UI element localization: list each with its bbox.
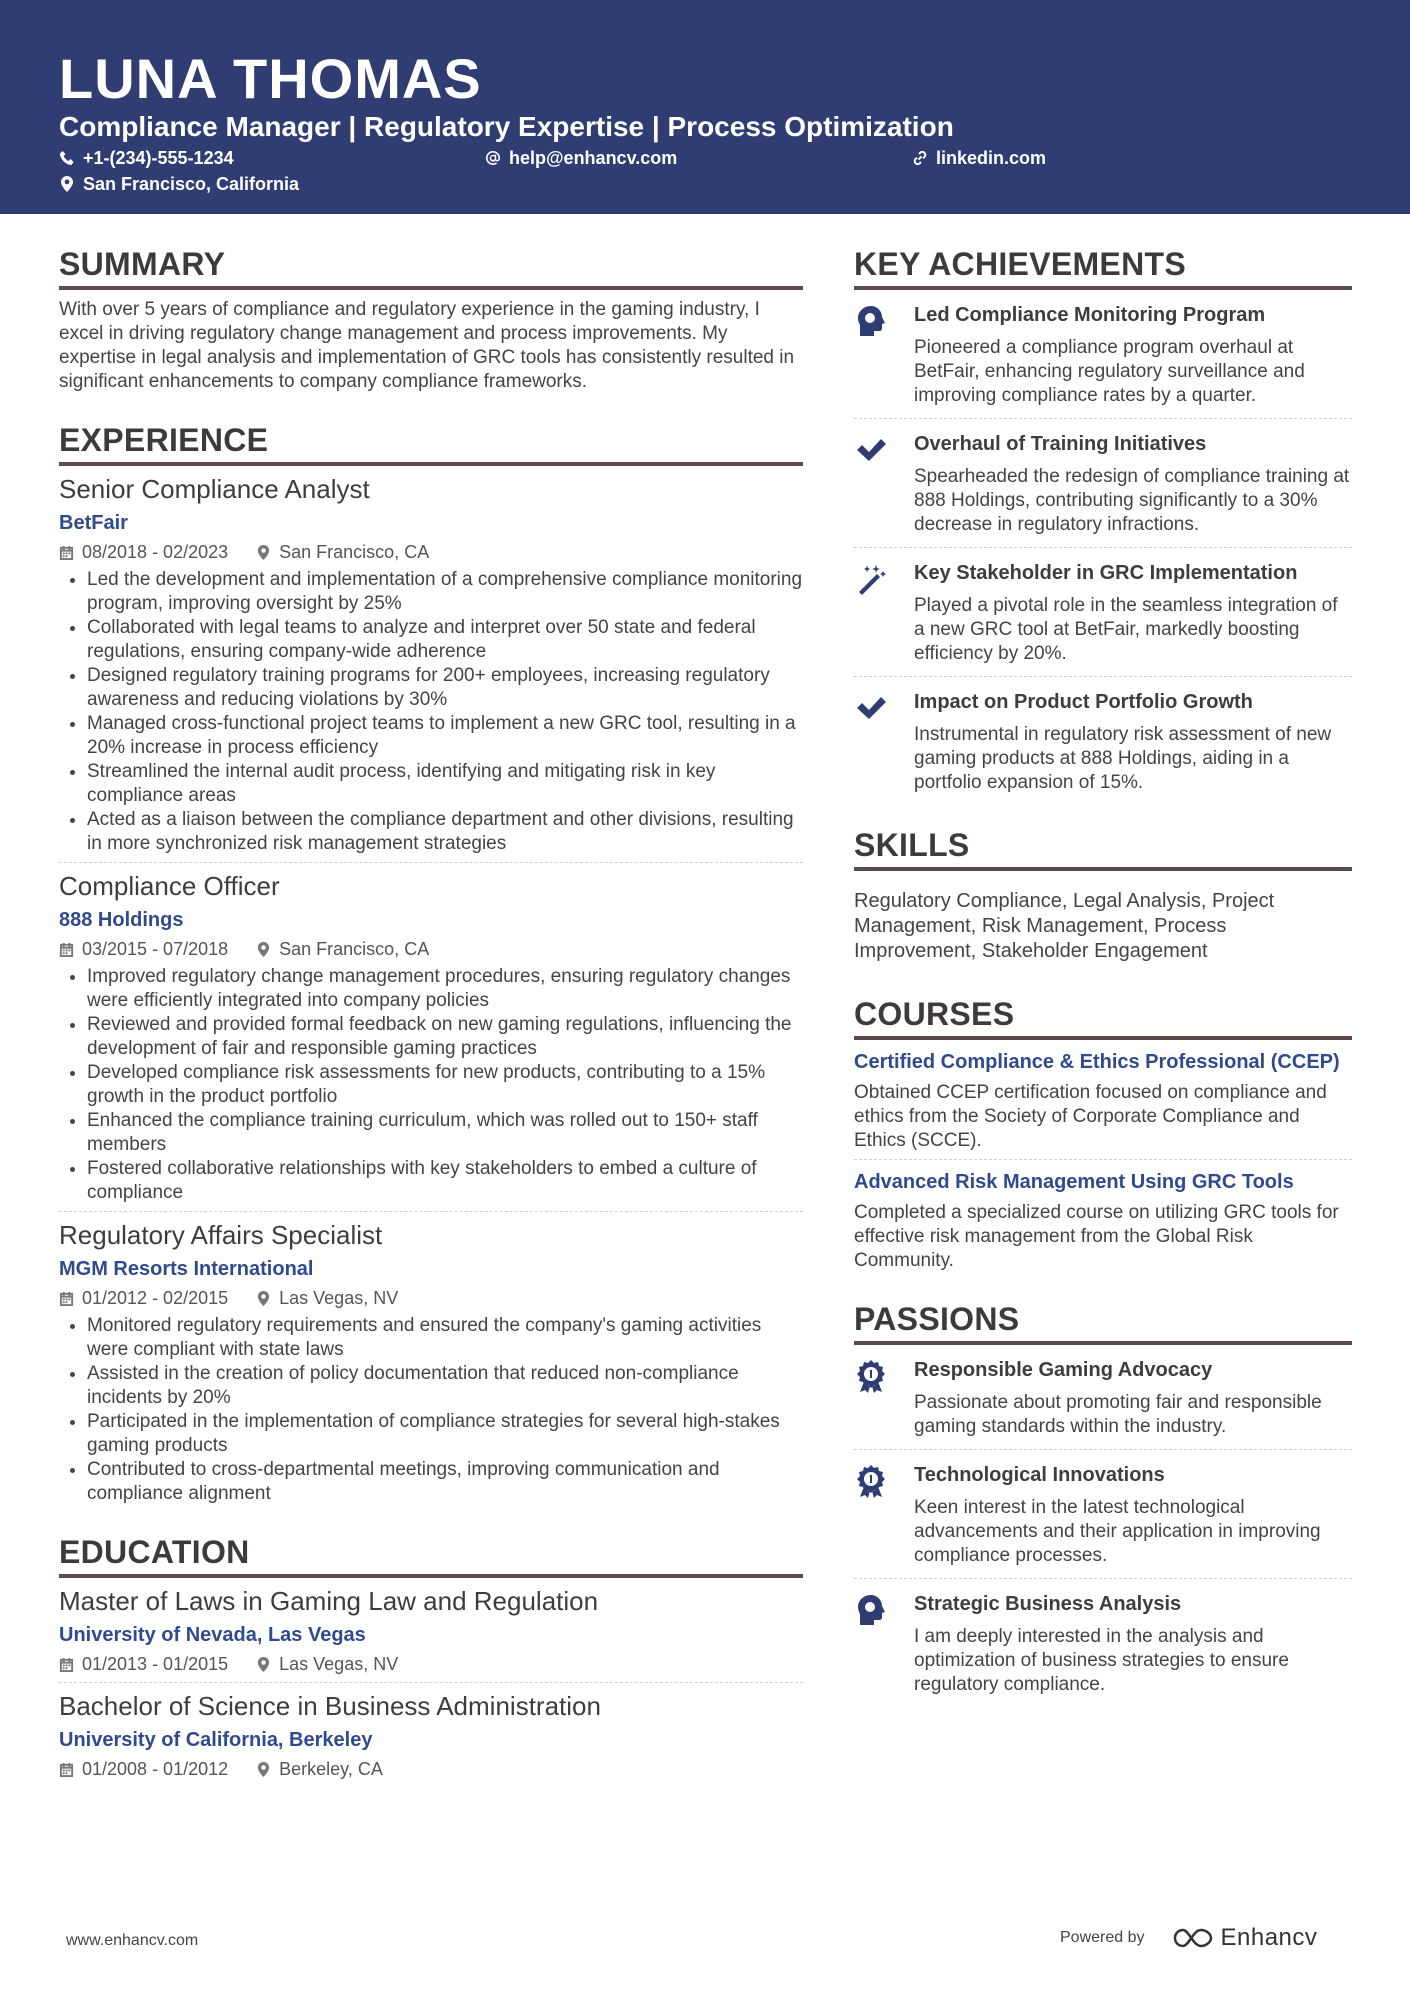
course-title: Advanced Risk Management Using GRC Tools [854, 1171, 1294, 1193]
check-icon [854, 433, 888, 467]
calendar-icon [59, 1657, 74, 1672]
course-desc: Completed a specialized course on utilizing GRC tools for effective risk management from the Global Risk Community. [854, 1202, 1339, 1271]
passion-item [854, 1345, 1352, 1449]
skills-heading: SKILLS [854, 827, 970, 863]
phone-icon [59, 150, 75, 166]
achievement-title: Led Compliance Monitoring Program [914, 304, 1266, 326]
company-name: MGM Resorts International [59, 1258, 314, 1280]
course-title: Certified Compliance & Ethics Professional (CCEP) [854, 1051, 1340, 1073]
job-meta [59, 937, 803, 961]
school-name: University of Nevada, Las Vegas [59, 1624, 366, 1646]
company-name: 888 Holdings [59, 909, 184, 931]
at-icon [485, 150, 501, 166]
list-item: • Contributed to cross-departmental meetings, improving communication and compliance alignment [87, 1458, 803, 1506]
experience-entry [59, 1218, 803, 1506]
location-pin-icon [59, 176, 75, 192]
job-title: Compliance Officer [59, 871, 280, 901]
passion-item [854, 1579, 1352, 1707]
powered-by-text: Powered by [1060, 1929, 1145, 1946]
enhancv-logo-icon [1171, 1926, 1215, 1950]
education-dates: 01/2013 - 01/2015 [82, 1654, 229, 1674]
head-icon [854, 1593, 888, 1627]
job-meta [59, 1286, 803, 1310]
passion-title: Responsible Gaming Advocacy [914, 1359, 1213, 1381]
job-dates: 01/2012 - 02/2015 [82, 1288, 229, 1308]
achievement-desc: Played a pivotal role in the seamless integration of a new GRC tool at BetFair, markedly boosting efficiency by 20%. [914, 595, 1338, 664]
education-location: Berkeley, CA [279, 1759, 383, 1779]
education-entry [59, 1689, 803, 1781]
passion-item [854, 1450, 1352, 1578]
course-item [854, 1170, 1352, 1273]
company-name: BetFair [59, 512, 128, 534]
experience-entry [59, 869, 803, 1212]
job-title: Regulatory Affairs Specialist [59, 1220, 383, 1250]
job-meta [59, 540, 803, 564]
check-icon [854, 691, 888, 725]
job-location: San Francisco, CA [279, 542, 430, 562]
job-dates: 03/2015 - 07/2018 [82, 939, 229, 959]
job-title: Senior Compliance Analyst [59, 474, 370, 504]
passions-heading: PASSIONS [854, 1301, 1020, 1337]
left-column [59, 244, 803, 1781]
passion-title: Technological Innovations [914, 1464, 1165, 1486]
achievement-item [854, 419, 1352, 547]
award-icon [854, 1464, 888, 1498]
link-icon [912, 150, 928, 166]
courses-heading: COURSES [854, 996, 1015, 1032]
achievement-desc: Spearheaded the redesign of compliance training at 888 Holdings, contributing significantly to a 30% decrease in regulatory infractions. [914, 466, 1350, 535]
experience-entry [59, 472, 803, 863]
list-item: • Led the development and implementation of a comprehensive compliance monitoring program, improving oversight by 25% [87, 568, 803, 616]
section-divider [59, 462, 803, 466]
section-divider [59, 286, 803, 290]
email[interactable] [485, 146, 677, 170]
entry-divider [59, 862, 803, 863]
education-meta [59, 1652, 803, 1676]
list-item: • Enhanced the compliance training curriculum, which was rolled out to 150+ staff members [87, 1109, 803, 1157]
list-item: • Reviewed and provided formal feedback on new gaming regulations, influencing the development of fair and responsible gaming practices [87, 1013, 803, 1061]
passion-desc: I am deeply interested in the analysis and optimization of business strategies to ensure regulatory compliance. [914, 1626, 1289, 1695]
footer-website[interactable]: www.enhancv.com [66, 1932, 199, 1949]
location-text: San Francisco, California [83, 174, 300, 194]
tagline: Compliance Manager | Regulatory Expertise | Process Optimization [59, 111, 954, 142]
linkedin[interactable] [912, 146, 1046, 170]
header [0, 0, 1410, 214]
entry-divider [59, 1682, 803, 1683]
education-dates: 01/2008 - 01/2012 [82, 1759, 229, 1779]
achievement-desc: Pioneered a compliance program overhaul at BetFair, enhancing regulatory surveillance and improving compliance rates by a quarter. [914, 337, 1305, 406]
education-meta [59, 1757, 803, 1781]
location-pin-icon [256, 1762, 271, 1777]
job-location: Las Vegas, NV [279, 1288, 399, 1308]
candidate-name: LUNA THOMAS [59, 47, 482, 110]
list-item: • Acted as a liaison between the compliance department and other divisions, resulting in more synchronized risk management strategies [87, 808, 803, 856]
footer-branding [1060, 1924, 1317, 1952]
award-icon [854, 1359, 888, 1393]
calendar-icon [59, 1762, 74, 1777]
location [59, 172, 299, 196]
phone-text: +1-(234)-555-1234 [83, 148, 234, 168]
job-bullets [59, 1314, 803, 1506]
list-item: • Monitored regulatory requirements and ensured the company's gaming activities were compliant with state laws [87, 1314, 803, 1362]
entry-divider [59, 1211, 803, 1212]
head-icon [854, 304, 888, 338]
achievement-title: Key Stakeholder in GRC Implementation [914, 562, 1298, 584]
experience-heading: EXPERIENCE [59, 422, 269, 458]
passion-desc: Passionate about promoting fair and responsible gaming standards within the industry. [914, 1392, 1322, 1437]
job-bullets [59, 965, 803, 1205]
summary-text: With over 5 years of compliance and regulatory experience in the gaming industry, I excel in driving regulatory change management and process improvements. My expertise in legal analysis and implementation of GRC tools has consistently resulted in significant enhancements to company compliance frameworks. [59, 299, 795, 392]
degree-title: Bachelor of Science in Business Administration [59, 1691, 601, 1721]
passion-title: Strategic Business Analysis [914, 1593, 1182, 1615]
phone[interactable] [59, 146, 234, 170]
job-bullets [59, 568, 803, 856]
list-item: • Assisted in the creation of policy documentation that reduced non-compliance incidents by 20% [87, 1362, 803, 1410]
course-item [854, 1050, 1352, 1153]
location-pin-icon [256, 1657, 271, 1672]
list-item: • Participated in the implementation of compliance strategies for several high-stakes gaming products [87, 1410, 803, 1458]
education-heading: EDUCATION [59, 1534, 250, 1570]
achievement-item [854, 290, 1352, 418]
list-item: • Improved regulatory change management procedures, ensuring regulatory changes were efficiently integrated into company policies [87, 965, 803, 1013]
list-item: • Designed regulatory training programs for 200+ employees, increasing regulatory awareness and reducing violations by 30% [87, 664, 803, 712]
entry-divider [854, 1159, 1352, 1160]
calendar-icon [59, 545, 74, 560]
magic-wand-icon [854, 562, 888, 596]
linkedin-text: linkedin.com [936, 148, 1047, 168]
list-item: • Managed cross-functional project teams to implement a new GRC tool, resulting in a 20% increase in process efficiency [87, 712, 803, 760]
job-location: San Francisco, CA [279, 939, 430, 959]
degree-title: Master of Laws in Gaming Law and Regulation [59, 1586, 599, 1616]
calendar-icon [59, 1291, 74, 1306]
summary-heading: SUMMARY [59, 246, 226, 282]
list-item: • Collaborated with legal teams to analyze and interpret over 50 state and federal regulations, ensuring company-wide adherence [87, 616, 803, 664]
brand-name: Enhancv [1220, 1924, 1318, 1951]
section-divider [59, 1574, 803, 1578]
school-name: University of California, Berkeley [59, 1729, 373, 1751]
job-dates: 08/2018 - 02/2023 [82, 542, 229, 562]
achievement-item [854, 677, 1352, 805]
achievements-heading: KEY ACHIEVEMENTS [854, 246, 1186, 282]
email-text: help@enhancv.com [509, 148, 678, 168]
education-entry [59, 1584, 803, 1683]
location-pin-icon [256, 545, 271, 560]
list-item: • Streamlined the internal audit process, identifying and mitigating risk in key compliance areas [87, 760, 803, 808]
location-pin-icon [256, 942, 271, 957]
list-item: • Developed compliance risk assessments for new products, contributing to a 15% growth in the product portfolio [87, 1061, 803, 1109]
passion-desc: Keen interest in the latest technological advancements and their application in improving compliance processes. [914, 1497, 1321, 1566]
achievement-desc: Instrumental in regulatory risk assessment of new gaming products at 888 Holdings, aiding in a portfolio expansion of 15%. [914, 724, 1332, 793]
achievement-item [854, 548, 1352, 676]
course-desc: Obtained CCEP certification focused on compliance and ethics from the Society of Corporate Compliance and Ethics (SCCE). [854, 1082, 1327, 1151]
list-item: • Fostered collaborative relationships with key stakeholders to embed a culture of compliance [87, 1157, 803, 1205]
section-divider [854, 867, 1352, 871]
achievement-title: Impact on Product Portfolio Growth [914, 691, 1253, 713]
section-divider [854, 1036, 1352, 1040]
achievement-title: Overhaul of Training Initiatives [914, 433, 1207, 455]
education-location: Las Vegas, NV [279, 1654, 399, 1674]
skills-text: Regulatory Compliance, Legal Analysis, Project Management, Risk Management, Process Improvement, Stakeholder Engagement [854, 890, 1275, 962]
calendar-icon [59, 942, 74, 957]
right-column [854, 244, 1352, 1707]
brand-logo[interactable] [1171, 1924, 1318, 1952]
location-pin-icon [256, 1291, 271, 1306]
